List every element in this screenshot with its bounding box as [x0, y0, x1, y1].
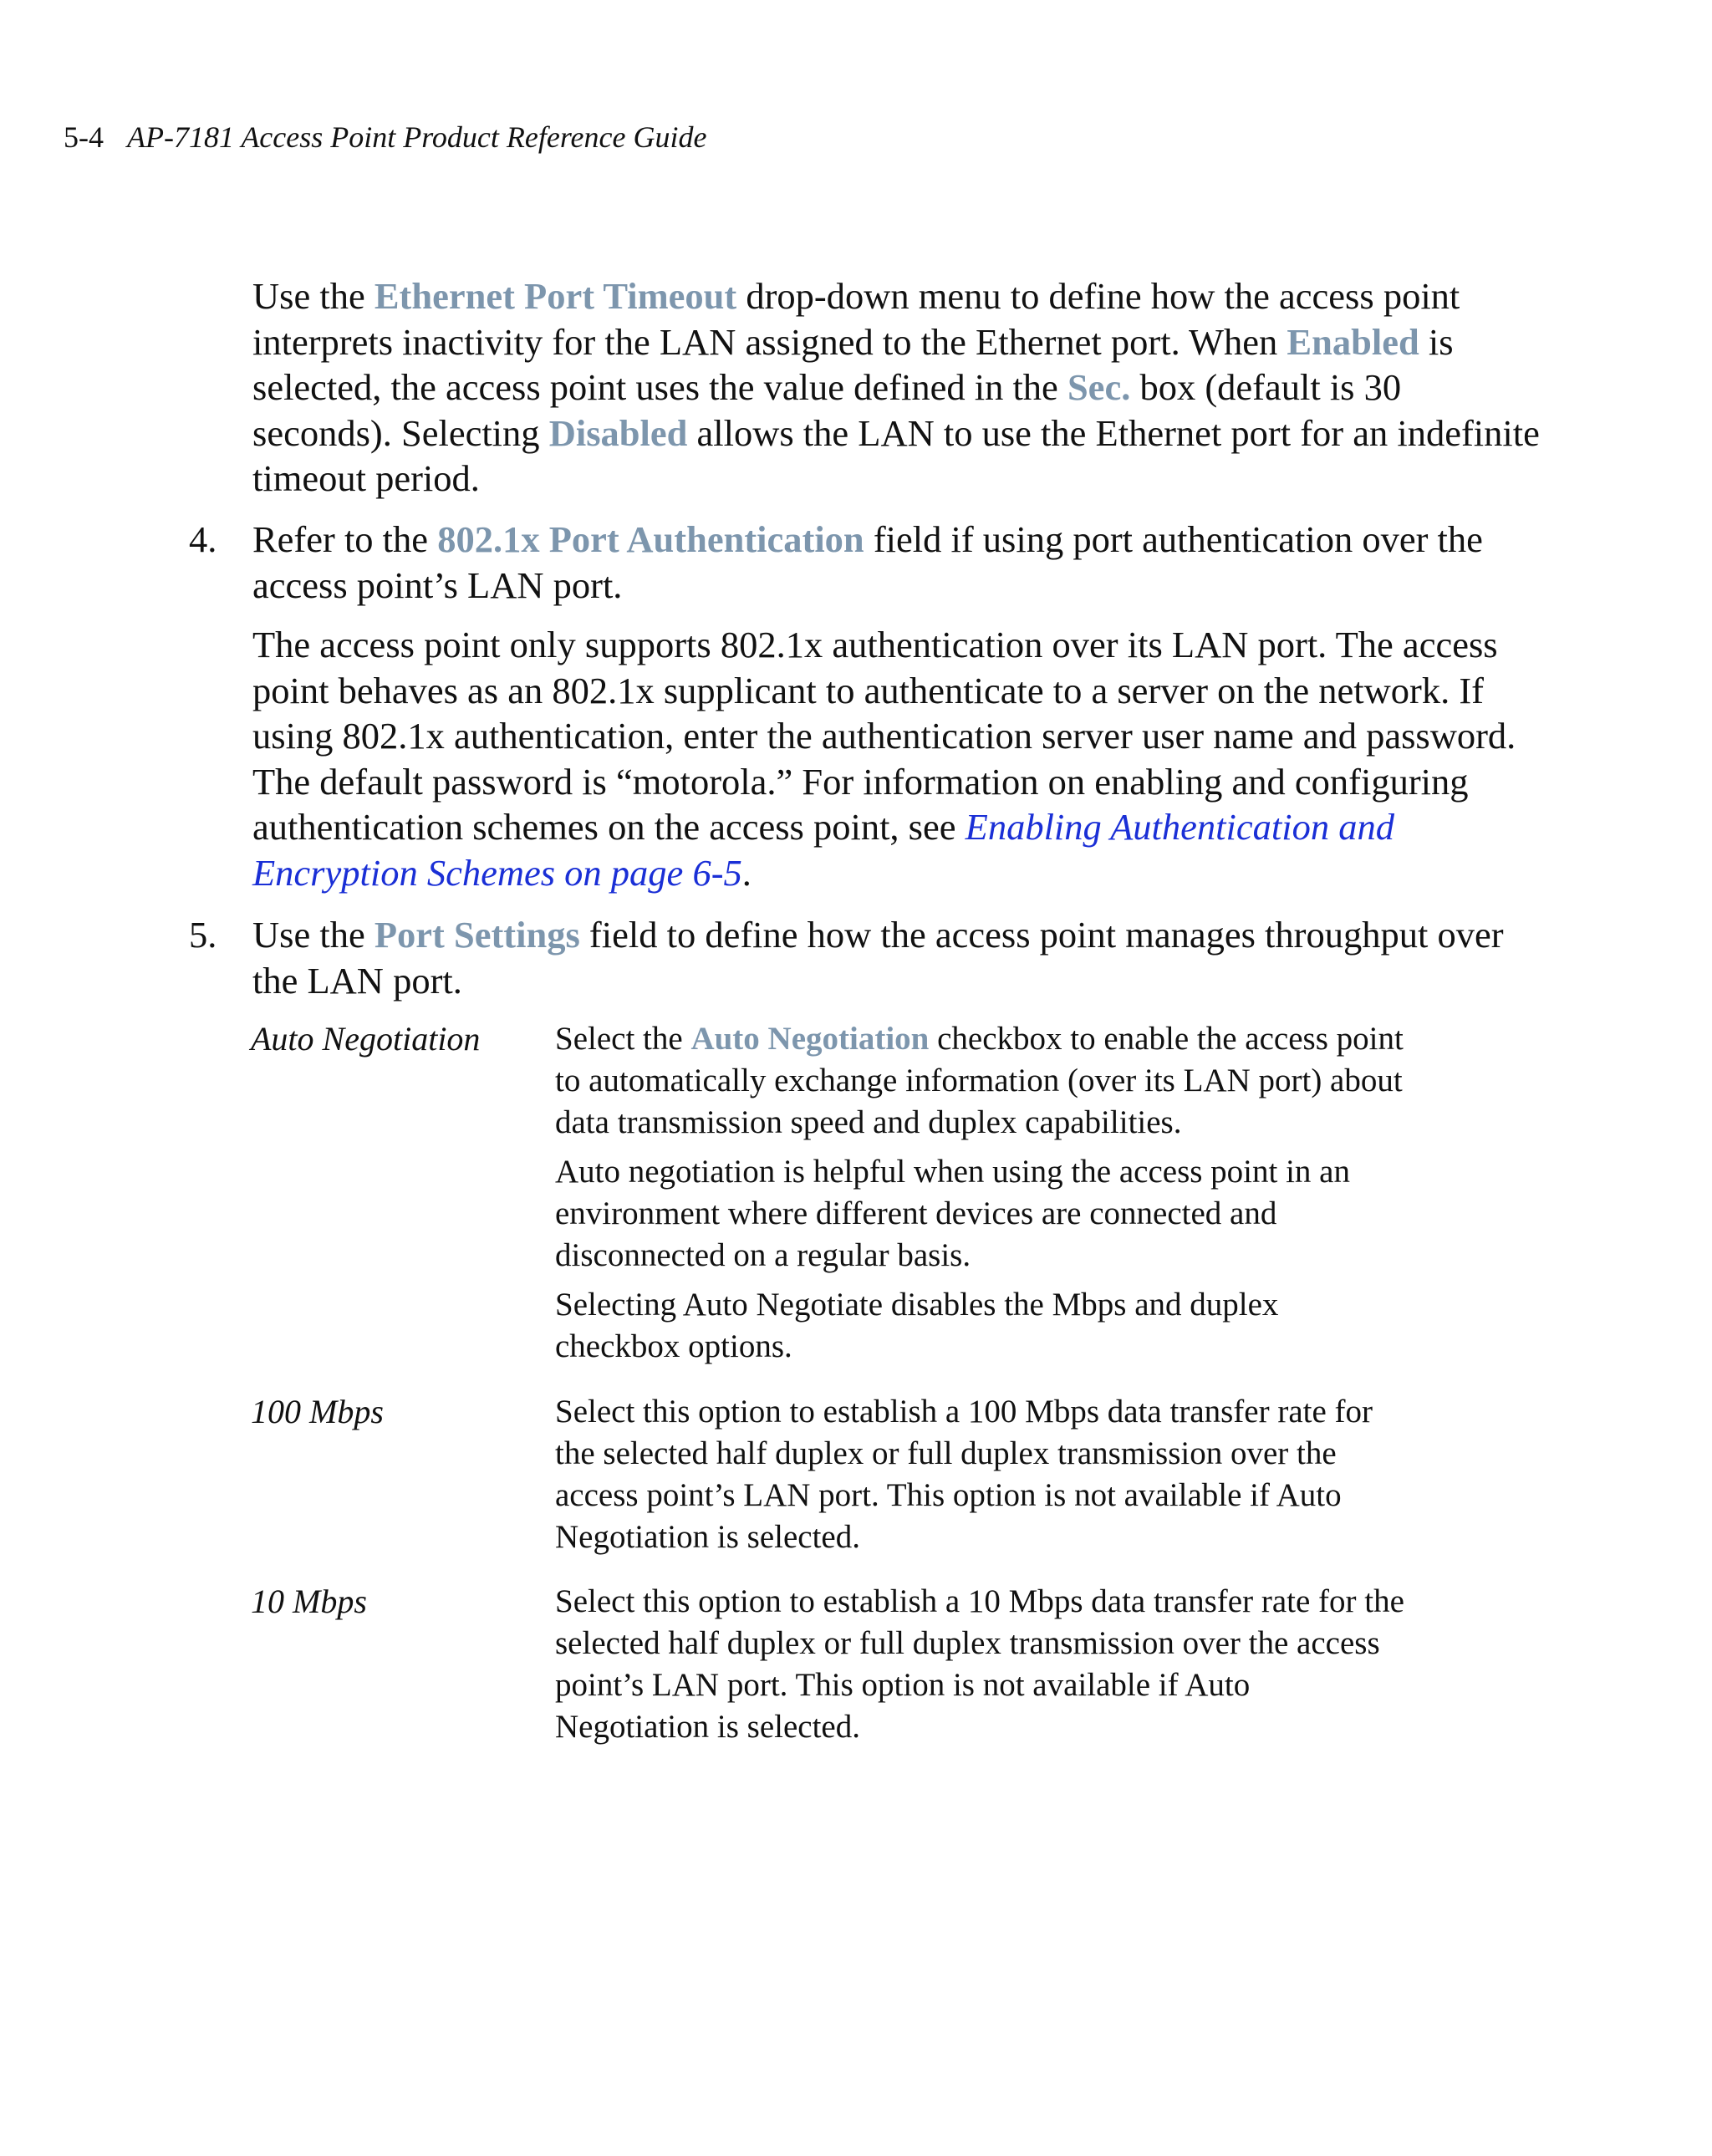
keyword-port-authentication: 802.1x Port Authentication [437, 518, 864, 560]
definition-paragraph: Select this option to establish a 10 Mbps data transfer rate for the selected half duplex or full duplex transmission over the access point’s LAN port. This option is not available if Auto Negotiation is selected. [555, 1583, 1404, 1745]
definition-paragraph: Select the Auto Negotiation checkbox to enable the access point to automatically exchange information (over its LAN port) about data transmission speed and duplex capabilities. [555, 1021, 1404, 1140]
keyword-disabled: Disabled [548, 411, 688, 454]
definition-term: 100 Mbps [251, 1393, 384, 1430]
page-number: 5-4 [64, 120, 104, 154]
keyword-ethernet-port-timeout: Ethernet Port Timeout [374, 275, 737, 317]
cross-reference-link[interactable]: Enabling Authentication and Encryption Schemes on page 6-5 [252, 806, 1394, 894]
definition-paragraph: Select this option to establish a 100 Mbps data transfer rate for the selected half duplex or full duplex transmission over the access point’s LAN port. This option is not available if Auto Negotiation is selected. [555, 1394, 1373, 1555]
definition-term: 10 Mbps [251, 1583, 367, 1620]
keyword-sec: Sec. [1067, 366, 1131, 408]
ethernet-timeout-paragraph: Use the Ethernet Port Timeout drop-down menu to define how the access point interprets inactivity for the LAN assigned to the Ethernet port. When Enabled is selected, the access point uses the value defined in the Sec. box (default is 30 seconds). Selecting Disabled allows the LAN to use the Ethernet port for an indefinite timeout period. [252, 275, 1540, 499]
step-4: 4. Refer to the 802.1x Port Authentication field if using port authentication over the access point’s LAN port. [189, 518, 1483, 606]
running-header [64, 117, 706, 157]
definition-paragraph: Auto negotiation is helpful when using the access point in an environment where different devices are connected and disconnected on a regular basis. [555, 1154, 1350, 1273]
guide-title: AP-7181 Access Point Product Reference Guide [127, 120, 707, 154]
definition-description [555, 1581, 1408, 1756]
step-number: 4. [189, 518, 217, 560]
definition-paragraph: Selecting Auto Negotiate disables the Mbps and duplex checkbox options. [555, 1287, 1279, 1364]
authentication-paragraph: The access point only supports 802.1x authentication over its LAN port. The access point behaves as an 802.1x supplicant to authenticate to a server on the network. If using 802.1x authentication, enter the authentication server user name and password. The default password is “motorola.” For information on enabling and configuring authentication schemes on the access point, see Enabling Authentication and Encryption Schemes on page 6-5. [252, 624, 1516, 894]
definition-description [555, 1018, 1408, 1375]
definition-term: Auto Negotiation [251, 1020, 481, 1058]
step-number: 5. [189, 914, 217, 956]
keyword-auto-negotiation: Auto Negotiation [690, 1021, 930, 1057]
step-5: 5. Use the Port Settings field to define how the access point manages throughput over the LAN port. [189, 914, 1504, 1002]
keyword-enabled: Enabled [1287, 320, 1419, 363]
definition-description [555, 1391, 1408, 1566]
keyword-port-settings: Port Settings [374, 914, 580, 956]
